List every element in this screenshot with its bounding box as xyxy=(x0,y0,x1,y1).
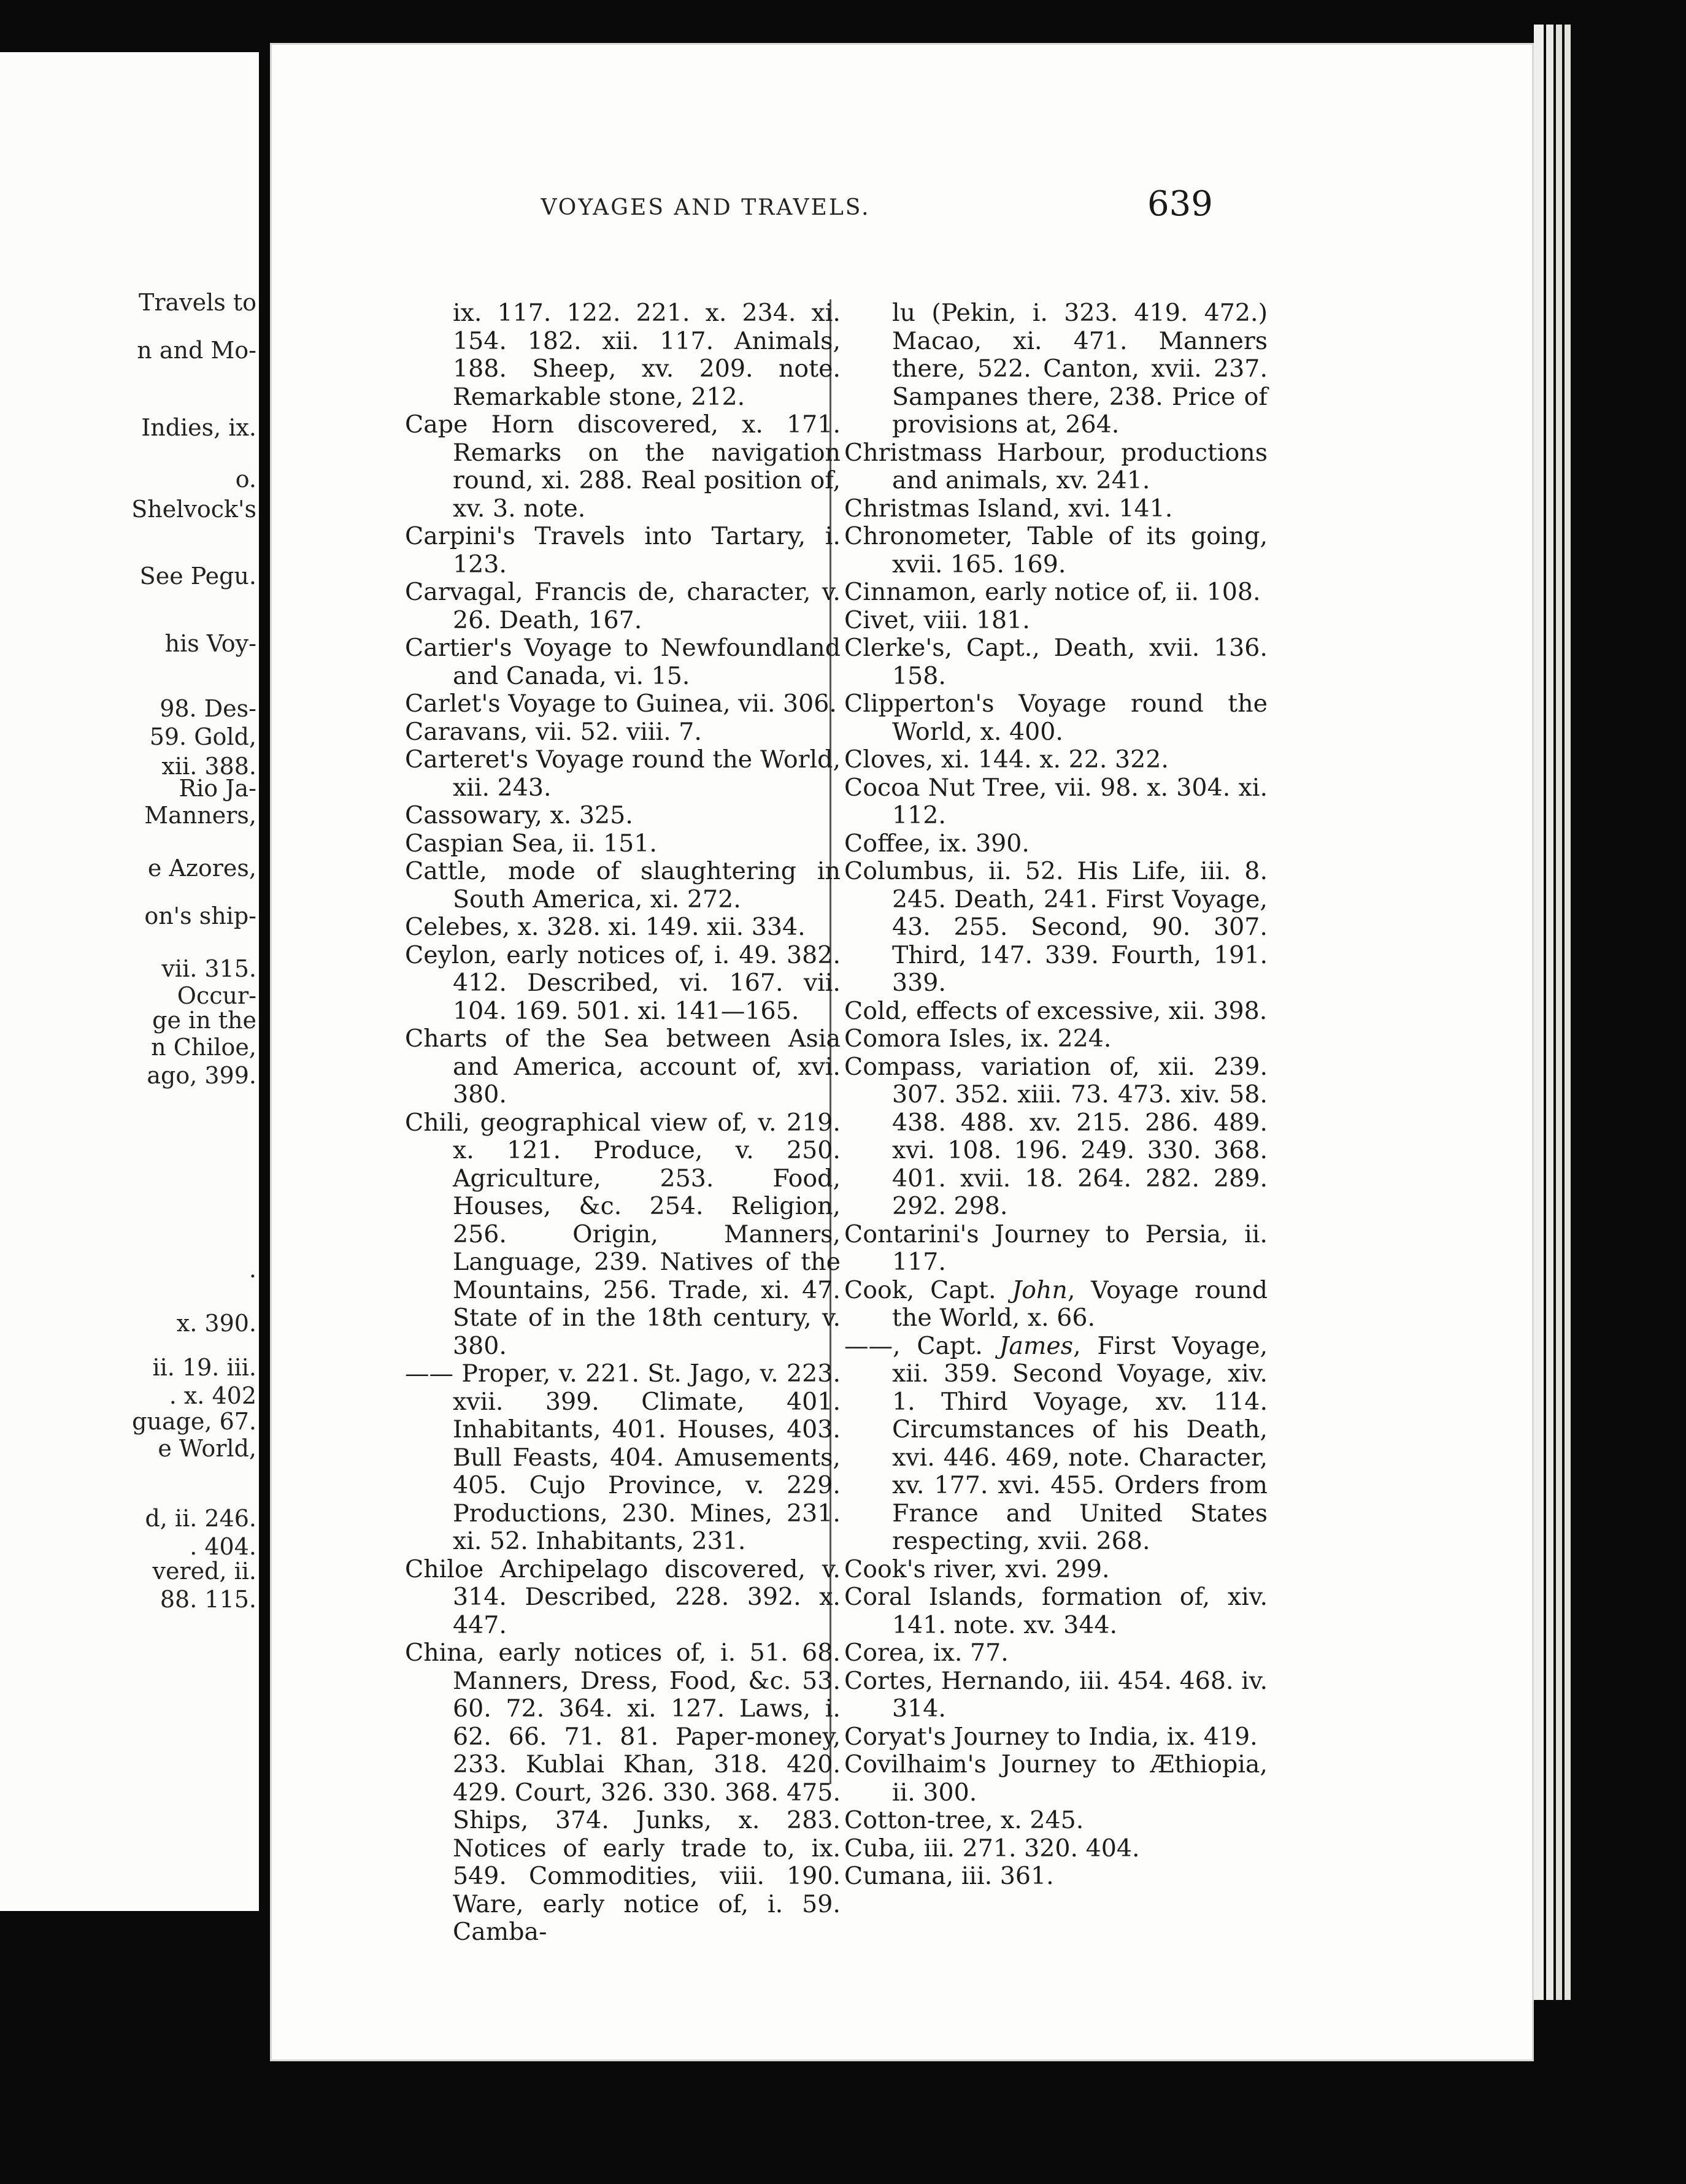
facing-page-text-fragment: xii. 388. xyxy=(161,753,256,780)
index-entry: Clerke's, Capt., Death, xvii. 136. 158. xyxy=(844,634,1268,690)
index-column-left xyxy=(405,299,841,1947)
index-entry: Christmass Harbour, productions and animals, xv. 241. xyxy=(844,438,1268,494)
index-entry xyxy=(844,1332,1268,1556)
index-entry: Coffee, ix. 390. xyxy=(844,829,1030,858)
index-entry: Columbus, ii. 52. His Life, iii. 8. 245. Death, 241. First Voyage, 43. 255. Second, 90. 307. Third, 147. 339. Fourth, 191. 339. xyxy=(844,857,1268,997)
facing-page-text-fragment: ii. 19. iii. xyxy=(152,1354,256,1381)
facing-page-text-fragment: Travels to xyxy=(138,289,256,316)
index-entry: Cumana, iii. 361. xyxy=(844,1862,1054,1890)
index-entry: Christmas Island, xvi. 141. xyxy=(844,494,1173,523)
facing-page-text-fragment: e World, xyxy=(158,1435,256,1462)
index-entry: China, early notices of, i. 51. 68. Manners, Dress, Food, &c. 53. 60. 72. 364. xi. 127. Laws, i. 62. 66. 71. 81. Paper-money, 233. Kublai Khan, 318. 420. 429. Court, 326. 330. 368. 475. Ships, 374. Junks, x. 283. Notices of early trade to, ix. 549. Commodities, viii. 190. Ware, early notice of, i. 59. Camba- xyxy=(405,1639,841,1946)
index-entry: Chronometer, Table of its going, xvii. 165. 169. xyxy=(844,522,1268,579)
facing-page-text-fragment: n and Mo- xyxy=(137,337,256,364)
facing-page-text-fragment: See Pegu. xyxy=(139,563,256,590)
index-entry: Compass, variation of, xii. 239. 307. 352. xiii. 73. 473. xiv. 58. 438. 488. xv. 215. 286. 489. xvi. 108. 196. 249. 330. 368. 401. xvii. 18. 264. 282. 289. 292. 298. xyxy=(844,1052,1268,1220)
index-entry: lu (Pekin, i. 323. 419. 472.) Macao, xi. 471. Manners there, 522. Canton, xvii. 237. Sampanes there, 238. Price of provisions at, 264. xyxy=(892,299,1268,439)
facing-page-text-fragment: Indies, ix. xyxy=(141,414,256,441)
index-entry: Carpini's Travels into Tartary, i. 123. xyxy=(405,522,841,579)
index-entry: Civet, viii. 181. xyxy=(844,606,1030,634)
facing-page-text-fragment: x. 390. xyxy=(176,1310,256,1337)
index-entry: Cocoa Nut Tree, vii. 98. x. 304. xi. 112. xyxy=(844,773,1268,829)
facing-page-text-fragment: vii. 315. xyxy=(161,955,256,982)
page-edge xyxy=(1556,25,1562,2000)
facing-page-text-fragment: o. xyxy=(235,466,256,493)
index-entry: Corea, ix. 77. xyxy=(844,1639,1009,1667)
index-entry: Coral Islands, formation of, xiv. 141. note. xv. 344. xyxy=(844,1583,1268,1639)
index-entry: Carlet's Voyage to Guinea, vii. 306. xyxy=(405,690,837,718)
index-entry: Comora Isles, ix. 224. xyxy=(844,1025,1112,1053)
entry-text: , First Voyage, xii. 359. Second Voyage, xiv. 1. Third Voyage, xv. 114. Circumstances of his Death, xvi. 446. 469, note. Character, xv. 177. xvi. 455. Orders from France and United States respecting, xvii. 268. xyxy=(892,1331,1268,1555)
facing-page-text-fragment: his Voy- xyxy=(164,630,256,657)
facing-page-text-fragment: on's ship- xyxy=(144,902,256,929)
index-entry: Cassowary, x. 325. xyxy=(405,801,633,829)
facing-page-text-fragment: 88. 115. xyxy=(160,1586,256,1613)
entry-italic-name: John xyxy=(1012,1275,1068,1304)
page-edge xyxy=(1534,25,1544,2000)
facing-page-text-fragment: Occur- xyxy=(177,982,256,1009)
entry-text: , Voyage round the World, x. 66. xyxy=(892,1275,1268,1332)
entry-text: ——, Capt. xyxy=(844,1331,999,1360)
facing-page-text-fragment: . xyxy=(248,1256,256,1283)
index-entry: Cinnamon, early notice of, ii. 108. xyxy=(844,578,1261,606)
index-entry: Cortes, Hernando, iii. 454. 468. iv. 314. xyxy=(844,1666,1268,1723)
page-edge xyxy=(1546,25,1553,2000)
index-entry: Contarini's Journey to Persia, ii. 117. xyxy=(844,1220,1268,1276)
facing-page xyxy=(0,52,259,1911)
facing-page-text-fragment: vered, ii. xyxy=(152,1558,256,1585)
index-entry: Celebes, x. 328. xi. 149. xii. 334. xyxy=(405,913,806,941)
index-entry: Chiloe Archipelago discovered, v. 314. Described, 228. 392. x. 447. xyxy=(405,1555,841,1639)
index-column-right xyxy=(844,299,1268,1891)
facing-page-text-fragment: Rio Ja- xyxy=(179,775,256,802)
entry-italic-name: James xyxy=(999,1331,1074,1360)
index-entry: Caspian Sea, ii. 151. xyxy=(405,829,657,858)
facing-page-text-fragment: ge in the xyxy=(152,1007,256,1034)
facing-page-text-fragment: guage, 67. xyxy=(132,1408,256,1435)
index-entry: Cattle, mode of slaughtering in South America, xi. 272. xyxy=(405,857,841,913)
index-entry: Clipperton's Voyage round the World, x. 400. xyxy=(844,690,1268,746)
facing-page-text-fragment: . 404. xyxy=(190,1533,256,1560)
index-entry: Charts of the Sea between Asia and America, account of, xvi. 380. xyxy=(405,1025,841,1109)
index-entry: Cartier's Voyage to Newfoundland and Canada, vi. 15. xyxy=(405,634,841,690)
facing-page-text-fragment: Shelvock's xyxy=(131,496,256,523)
index-entry: Cook's river, xvi. 299. xyxy=(844,1555,1110,1583)
facing-page-text-fragment: . x. 402 xyxy=(169,1382,256,1409)
index-entry: Caravans, vii. 52. viii. 7. xyxy=(405,717,702,746)
entry-text: Cook, Capt. xyxy=(844,1275,1012,1304)
page-edge xyxy=(1565,25,1571,2000)
index-entry: Carteret's Voyage round the World, xii. 243. xyxy=(405,745,841,802)
index-entry: Covilhaim's Journey to Æthiopia, ii. 300. xyxy=(844,1750,1268,1807)
page-number: 639 xyxy=(1147,184,1213,224)
index-entry: ix. 117. 122. 221. x. 234. xi. 154. 182. xii. 117. Animals, 188. Sheep, xv. 209. note. Remarkable stone, 212. xyxy=(453,299,841,411)
facing-page-text-fragment: d, ii. 246. xyxy=(145,1505,256,1532)
index-entry: Cuba, iii. 271. 320. 404. xyxy=(844,1834,1140,1863)
facing-page-text-fragment: Manners, xyxy=(144,802,256,829)
running-head: VOYAGES AND TRAVELS. xyxy=(541,195,871,220)
index-entry: Cold, effects of excessive, xii. 398. xyxy=(844,996,1268,1025)
facing-page-text-fragment: n Chiloe, xyxy=(151,1034,256,1061)
facing-page-text-fragment: 59. Gold, xyxy=(149,723,256,750)
index-entry: Chili, geographical view of, v. 219. x. 121. Produce, v. 250. Agriculture, 253. Food, Houses, &c. 254. Religion, 256. Origin, Manners, Language, 239. Natives of the Mountains, 256. Trade, xi. 47. State of in the 18th century, v. 380. xyxy=(405,1108,841,1360)
facing-page-text-fragment: ago, 399. xyxy=(147,1062,256,1089)
index-entry: —— Proper, v. 221. St. Jago, v. 223. xvii. 399. Climate, 401. Inhabitants, 401. Houses, 403. Bull Feasts, 404. Amusements, 405. Cujo Province, v. 229. Productions, 230. Mines, 231. xi. 52. Inhabitants, 231. xyxy=(405,1359,841,1555)
index-entry: Coryat's Journey to India, ix. 419. xyxy=(844,1722,1258,1751)
index-entry: Cloves, xi. 144. x. 22. 322. xyxy=(844,745,1169,774)
index-entry: Ceylon, early notices of, i. 49. 382. 412. Described, vi. 167. vii. 104. 169. 501. xi. 141—165. xyxy=(405,940,841,1025)
index-entry: Carvagal, Francis de, character, v. 26. Death, 167. xyxy=(405,578,841,634)
index-entry xyxy=(844,1277,1268,1332)
facing-page-text-fragment: 98. Des- xyxy=(160,695,256,722)
index-entry: Cape Horn discovered, x. 171. Remarks on the navigation round, xi. 288. Real position of, xv. 3. note. xyxy=(405,410,841,523)
index-entry: Cotton-tree, x. 245. xyxy=(844,1806,1084,1834)
facing-page-text-fragment: e Azores, xyxy=(147,855,256,882)
